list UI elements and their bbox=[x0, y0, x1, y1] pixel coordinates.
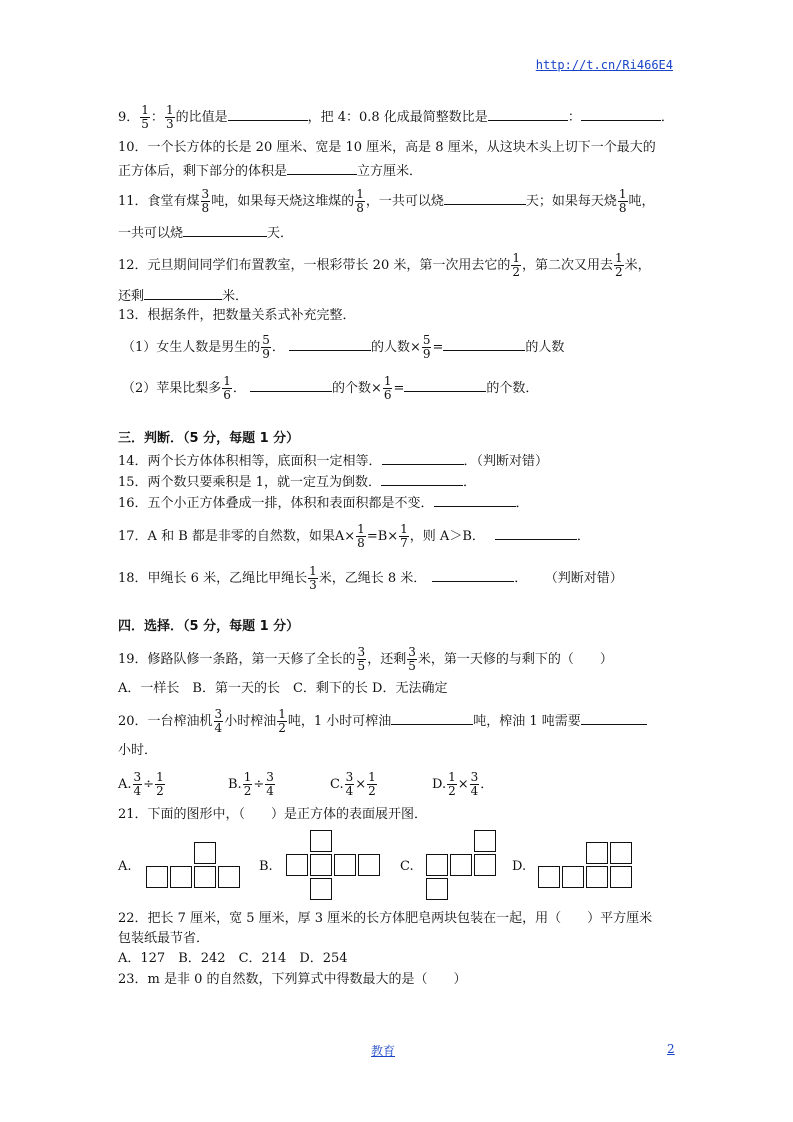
answer-blank[interactable] bbox=[581, 106, 661, 121]
q16-text: ． bbox=[515, 496, 529, 511]
question-16 bbox=[118, 492, 529, 514]
answer-blank[interactable] bbox=[391, 710, 473, 725]
question-12-line-1 bbox=[118, 252, 651, 279]
question-18 bbox=[118, 565, 623, 592]
fraction: $\frac{5}{9}$ bbox=[422, 333, 431, 361]
answer-blank[interactable] bbox=[434, 492, 516, 507]
q12-text: 还剩 bbox=[118, 289, 145, 304]
fraction: $\frac{5}{9}$ bbox=[262, 333, 270, 361]
fraction: $\frac{1}{2}$ bbox=[368, 770, 376, 798]
q9-text: 的比值是 bbox=[175, 110, 228, 125]
fraction: $\frac{3}{4}$ bbox=[470, 770, 479, 798]
fraction: $\frac{1}{6}$ bbox=[383, 374, 392, 402]
fraction: $\frac{3}{8}$ bbox=[201, 187, 210, 215]
question-17 bbox=[118, 523, 590, 550]
q10-text: 立方厘米． bbox=[357, 164, 423, 179]
q17-text: =B× bbox=[366, 529, 399, 544]
q17-text: ，则 A＞B． bbox=[409, 529, 485, 544]
q20-text: 20．一台榨油机 bbox=[118, 714, 213, 729]
question-23: 23．m 是非 0 的自然数，下列算式中得数最大的是（ ） bbox=[118, 972, 467, 987]
question-12-line-2 bbox=[118, 285, 248, 307]
fraction: $\frac{3}{5}$ bbox=[357, 645, 366, 673]
operator: × bbox=[355, 777, 367, 792]
answer-blank[interactable] bbox=[432, 567, 514, 582]
q21-label-a[interactable]: A. bbox=[118, 859, 132, 874]
answer-blank[interactable] bbox=[144, 285, 222, 300]
fraction: $\frac{1}{3}$ bbox=[309, 564, 317, 592]
fraction: $\frac{1}{2}$ bbox=[156, 770, 164, 798]
q15-text: ． bbox=[462, 475, 476, 490]
footer-link[interactable]: 教育 bbox=[371, 1044, 396, 1058]
question-22-line-2: 包装纸最节省． bbox=[118, 931, 210, 946]
q18-text: 18．甲绳长 6 米，乙绳比甲绳长 bbox=[118, 571, 308, 586]
answer-blank[interactable] bbox=[228, 106, 308, 121]
answer-blank[interactable] bbox=[250, 377, 332, 392]
q9-number: 9． bbox=[118, 110, 140, 125]
operator: × bbox=[457, 777, 469, 792]
answer-blank[interactable] bbox=[581, 710, 647, 725]
q14-text: 14．两个长方体体积相等，底面积一定相等． bbox=[118, 454, 382, 469]
q17-text: ． bbox=[576, 529, 590, 544]
fraction: $\frac{3}{4}$ bbox=[133, 770, 142, 798]
fraction: $\frac{1}{2}$ bbox=[615, 251, 623, 279]
q13-text: ． bbox=[232, 381, 246, 396]
question-15 bbox=[118, 471, 476, 493]
q13-text: 的个数× bbox=[331, 381, 382, 396]
q11-text: 一共可以烧 bbox=[118, 226, 184, 241]
question-11-line-2 bbox=[118, 222, 293, 244]
question-13-title: 13．根据条件，把数量关系式补充完整． bbox=[118, 308, 356, 323]
fraction: $\frac{1}{8}$ bbox=[356, 187, 364, 215]
header-url-link[interactable]: http://t.cn/Ri466E4 bbox=[535, 58, 673, 72]
q13-text: （2）苹果比梨多 bbox=[122, 381, 222, 396]
q9-colon: ： bbox=[150, 110, 164, 125]
q12-text: 米， bbox=[624, 258, 651, 273]
q12-text: 12．元旦期间同学们布置教室，一根彩带长 20 米，第一次用去它的 bbox=[118, 258, 511, 273]
q10-text: 正方体后，剩下部分的体积是 bbox=[118, 164, 288, 179]
q11-text: 吨， bbox=[628, 194, 655, 209]
page-number: 2 bbox=[667, 1042, 675, 1056]
section-3-title: 三．判断．（5 分，每题 1 分） bbox=[118, 431, 300, 446]
q19-text: 19．修路队修一条路，第一天修了全长的 bbox=[118, 652, 356, 667]
fraction: $\frac{3}{4}$ bbox=[345, 770, 354, 798]
section-4-title: 四．选择．（5 分，每题 1 分） bbox=[118, 619, 300, 634]
question-10-line-1: 10．一个长方体的长是 20 厘米、宽是 10 厘米，高是 8 厘米，从这块木头上切下一个最大的 bbox=[118, 140, 656, 155]
q9-text: ，把 4：0.8 化成最简整数比是 bbox=[307, 110, 488, 125]
q11-text: ，一共可以烧 bbox=[365, 194, 444, 209]
question-13-part-1 bbox=[122, 334, 564, 361]
q20-option-d[interactable] bbox=[432, 771, 493, 798]
answer-blank[interactable] bbox=[287, 160, 357, 175]
operator: ÷ bbox=[253, 777, 265, 792]
q20-text: 吨，榨油 1 吨需要 bbox=[473, 714, 581, 729]
q20-option-b[interactable] bbox=[228, 771, 276, 798]
q20-text: 吨，1 小时可榨油 bbox=[287, 714, 392, 729]
answer-blank[interactable] bbox=[381, 471, 463, 486]
fraction: $\frac{1}{2}$ bbox=[243, 770, 252, 798]
question-9 bbox=[118, 104, 674, 131]
q20-text: 小时榨油 bbox=[224, 714, 277, 729]
q11-text: 天；如果每天烧 bbox=[525, 194, 617, 209]
q19-text: ，还剩 bbox=[367, 652, 407, 667]
answer-blank[interactable] bbox=[289, 336, 371, 351]
question-13-part-2 bbox=[122, 375, 538, 402]
q14-text: ．（判断对错） bbox=[463, 454, 549, 469]
fraction: $\frac{1}{8}$ bbox=[618, 187, 627, 215]
q13-text: 的人数× bbox=[370, 340, 421, 355]
q11-text: 吨，如果每天烧这堆煤的 bbox=[211, 194, 355, 209]
q21-label-c[interactable]: C. bbox=[400, 859, 414, 874]
question-20-line-2: 小时． bbox=[118, 743, 158, 758]
answer-blank[interactable] bbox=[444, 190, 526, 205]
answer-blank[interactable] bbox=[495, 525, 577, 540]
q16-text: 16．五个小正方体叠成一排，体积和表面积都是不变． bbox=[118, 496, 434, 511]
q15-text: 15．两个数只要乘积是 1，就一定互为倒数． bbox=[118, 475, 381, 490]
q13-text: = bbox=[393, 381, 405, 396]
question-19-options: A．一样长 B．第一天的长 C．剩下的长 D．无法确定 bbox=[118, 681, 448, 696]
answer-blank[interactable] bbox=[488, 106, 568, 121]
q17-text: A× bbox=[334, 529, 356, 544]
fraction: $\frac{1}{3}$ bbox=[165, 103, 174, 131]
q9-end: ． bbox=[660, 110, 674, 125]
q12-text: ，第二次又用去 bbox=[522, 258, 614, 273]
q20-option-c[interactable] bbox=[330, 771, 378, 798]
question-22-options: A．127 B．242 C．214 D．254 bbox=[118, 951, 348, 966]
question-10-line-2 bbox=[118, 160, 422, 182]
fraction: $\frac{1}{8}$ bbox=[357, 522, 365, 550]
fraction: $\frac{3}{4}$ bbox=[266, 770, 274, 798]
question-20 bbox=[118, 708, 647, 735]
option-label: C. bbox=[330, 777, 344, 792]
q11-text: 天． bbox=[267, 226, 294, 241]
option-tail: ． bbox=[480, 777, 494, 792]
answer-blank[interactable] bbox=[382, 450, 464, 465]
q21-label-d[interactable]: D. bbox=[512, 859, 527, 874]
q19-text: 米，第一天修的与剩下的（ ） bbox=[417, 652, 613, 667]
q20-option-a[interactable] bbox=[118, 771, 166, 798]
fraction: $\frac{1}{2}$ bbox=[512, 251, 520, 279]
q11-text: 11．食堂有煤 bbox=[118, 194, 200, 209]
question-11-line-1 bbox=[118, 188, 655, 215]
option-label: B. bbox=[228, 777, 242, 792]
fraction: $\frac{1}{5}$ bbox=[141, 103, 149, 131]
answer-blank[interactable] bbox=[183, 222, 267, 237]
question-19 bbox=[118, 646, 613, 673]
question-21: 21．下面的图形中，（ ）是正方体的表面展开图． bbox=[118, 807, 428, 822]
q18-text: （判断对错） bbox=[551, 571, 623, 586]
fraction: $\frac{1}{2}$ bbox=[448, 770, 456, 798]
fraction: $\frac{3}{4}$ bbox=[214, 707, 223, 735]
question-22-line-1: 22．把长 7 厘米，宽 5 厘米，厚 3 厘米的长方体肥皂两块包装在一起，用（ ）平方厘米 bbox=[118, 911, 653, 926]
fraction: $\frac{3}{5}$ bbox=[408, 645, 416, 673]
q9-colon: ： bbox=[567, 110, 581, 125]
q13-text: = bbox=[432, 340, 444, 355]
q13-text: 的人数 bbox=[525, 340, 565, 355]
q18-text: 米，乙绳长 8 米． bbox=[318, 571, 427, 586]
option-label: D. bbox=[432, 777, 447, 792]
q13-text: （1）女生人数是男生的 bbox=[122, 340, 261, 355]
fraction: $\frac{1}{6}$ bbox=[223, 374, 231, 402]
question-14 bbox=[118, 450, 548, 472]
option-label: A. bbox=[118, 777, 132, 792]
q17-text: 17．A 和 B 都是非零的自然数，如果 bbox=[118, 529, 335, 544]
answer-blank[interactable] bbox=[404, 377, 486, 392]
fraction: $\frac{1}{7}$ bbox=[400, 522, 408, 550]
answer-blank[interactable] bbox=[443, 336, 525, 351]
q12-text: 米． bbox=[222, 289, 249, 304]
q21-label-b[interactable]: B. bbox=[259, 859, 273, 874]
q13-text: ． bbox=[271, 340, 285, 355]
q13-text: 的个数． bbox=[486, 381, 539, 396]
operator: ÷ bbox=[143, 777, 155, 792]
q18-text: ． bbox=[514, 571, 528, 586]
fraction: $\frac{1}{2}$ bbox=[278, 707, 286, 735]
